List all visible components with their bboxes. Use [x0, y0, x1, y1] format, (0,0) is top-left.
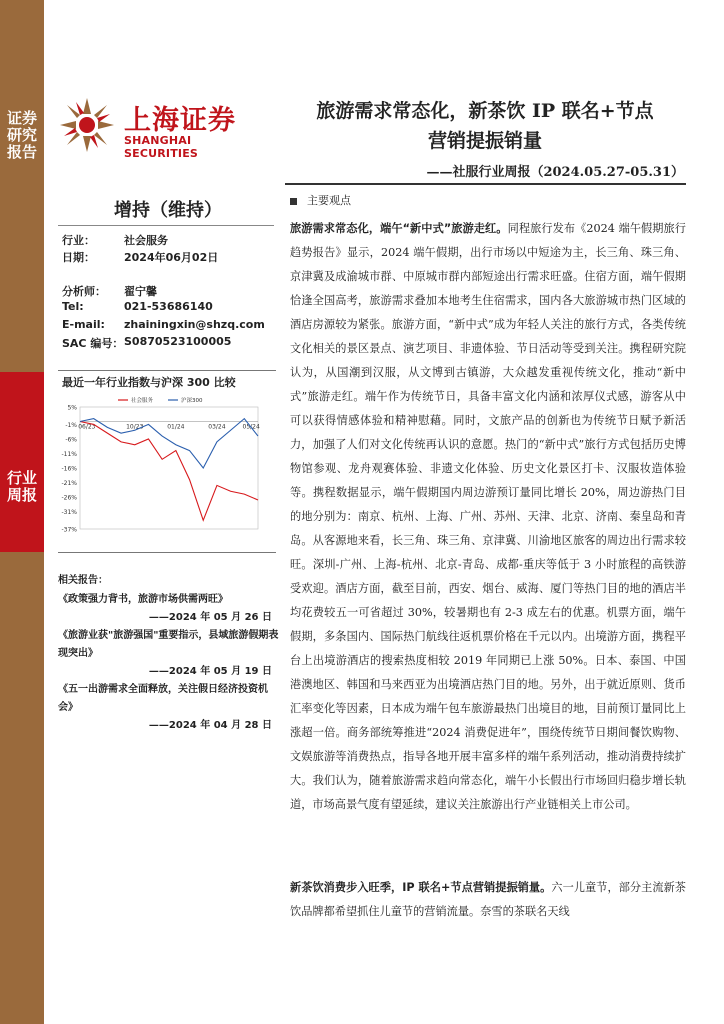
index-comparison-chart [58, 370, 276, 542]
paragraph-2-lead: 新茶饮消费步入旺季，IP 联名+节点营销提振销量。 [290, 881, 552, 894]
rating-rule [58, 225, 274, 226]
paragraph-2 [290, 876, 686, 924]
related-report-date: ——2024 年 04 月 28 日 [148, 720, 272, 731]
info-label: Tel: [62, 300, 84, 313]
x-tick-label: 06/23 [78, 423, 96, 431]
report-category-label: 行业周报 [6, 469, 37, 504]
logo-emblem-icon [58, 96, 116, 154]
y-tick-label: -11% [61, 450, 77, 458]
info-value: S0870523100005 [124, 335, 232, 348]
legend-label: 社会服务 [131, 398, 154, 404]
paragraph-2-body: 六一儿童节，部分主流新茶饮品牌都希望抓住儿童节的营销流量。奈雪的茶联名天线 [290, 881, 686, 918]
x-tick-label: 01/24 [167, 423, 185, 431]
info-value: 2024年06月02日 [124, 251, 219, 264]
chart-plot [58, 395, 276, 539]
title-line-1: 旅游需求常态化，新茶饮 IP 联名+节点 [316, 100, 654, 122]
x-tick-label: 05/24 [242, 423, 260, 431]
x-tick-label: 03/24 [208, 423, 226, 431]
info-label: 日期： [62, 251, 95, 264]
report-subtitle: ——社服行业周报（2024.05.27-05.31） [426, 165, 684, 180]
side-band [0, 0, 44, 1024]
info-value: 021-53686140 [124, 300, 213, 313]
info-value[interactable]: zhainingxin@shzq.com [124, 318, 265, 331]
chart-title: 最近一年行业指数与沪深 300 比较 [62, 376, 236, 389]
y-tick-label: -31% [61, 509, 77, 517]
logo-name-en: SHANGHAI SECURITIES [124, 134, 199, 160]
info-label: E-mail: [62, 318, 105, 331]
company-logo [58, 96, 268, 160]
y-tick-label: -6% [65, 436, 77, 444]
related-report-title[interactable]: 《五一出游需求全面释放，关注假日经济投资机会》 [58, 684, 268, 713]
info-value: 翟宁馨 [124, 285, 157, 298]
info-label: 行业： [62, 234, 95, 247]
paragraph-1-lead: 旅游需求常态化，端午“新中式”旅游走红。 [290, 222, 508, 235]
y-tick-label: -26% [61, 494, 77, 502]
y-tick-label: 5% [67, 404, 77, 412]
related-report-title[interactable]: 《旅游业获"旅游强国"重要指示，县域旅游假期表现突出》 [58, 630, 279, 659]
x-tick-label: 10/23 [126, 423, 144, 431]
related-reports-header: 相关报告： [58, 575, 108, 586]
title-line-2: 营销提振销量 [427, 130, 542, 152]
y-tick-label: -1% [65, 421, 77, 429]
info-label: SAC 编号： [62, 337, 124, 350]
related-report-title[interactable]: 《政策强力背书，旅游市场供需两旺》 [58, 594, 228, 605]
paragraph-1-body: 同程旅行发布《2024 端午假期旅行趋势报告》显示，2024 端午假期，出行市场以中短途为主，长三角、珠三角、京津冀及成渝城市群、中原城市群内部短途出行需求旺盛。住宿方面，端午假期恰逢全国高考，旅游需求叠加本地考生住宿需求，国内各大旅游城市热门区域的酒店房源较为紧张。旅游方面，“新中式”成为年轻人关注的旅行方式，各类传统文化相关的景区景点、演艺项目、非遗体验、节日活动等受到关注。携程研究院认为，从国潮到汉服，从文博到古镇游，大众越发重视传统文化，推动“新中式”旅游走红。端午作为传统节日，具备丰富文化内涵和浓厚仪式感，游客从中可以获得情感体验和精神慰藉。同时，文旅产品的创新也为传统节日赋予新活力，加强了人们对文化传统再认识的意愿。热门的“新中式”旅行方式包括历史博物馆参观、龙舟观赛体验、非遗文化体验、历史文化景区打卡、汉服妆造体验等。携程数据显示，端午假期国内周边游预订量同比增长 20%，周边游热门目的地分别为：南京、杭州、上海、广州、苏州、天津、北京、济南、秦皇岛和青岛。从客源地来看，长三角、珠三角、京津冀、川渝地区旅客的周边出行需求较旺。深圳-广州、上海-杭州、北京-青岛、成都-重庆等低于 3 小时旅程的高铁游受欢迎。酒店方面，截至目前，西安、烟台、威海、厦门等热门目的地的酒店半均花费较五一可省超过 30%，较暑期也有 2-3 成左右的优惠。机票方面，端午假期，多条国内、国际热门航线往返机票价格在千元以内。出境游方面，携程平台上出境游酒店的搜索热度相较 2019 年同期已上涨 50%。日本、泰国、中国港澳地区、韩国和马来西亚为出境酒店热门目的地。另外，出于就近原则、货币汇率变化等因素，日本成为端午包车旅游最热门出境目的地，目前预订量同比上涨超一倍。商务部统筹推进“2024 消费促进年”，围绕传统节日期间餐饮购物、文娱旅游等消费热点，指导各地开展丰富多样的端午系列活动，推动消费持续扩大。我们认为，随着旅游需求趋向常态化，端午小长假出行市场回归稳步增长轨道，市场高景气度有望延续，建议关注旅游出行产业链相关上市公司。 [290, 222, 686, 811]
legend-label: 沪深300 [181, 398, 203, 404]
related-reports [58, 572, 280, 735]
rating: 增持（维持） [114, 200, 222, 221]
chart-bottom-rule [58, 552, 276, 553]
logo-name-cn: 上海证券 [124, 105, 236, 136]
info-label: 分析师： [62, 285, 106, 298]
bullet-square-icon [290, 198, 297, 205]
title-rule [285, 183, 686, 185]
y-tick-label: -16% [61, 465, 77, 473]
section-title: 主要观点 [307, 194, 351, 207]
report-type-label: 证券研究报告 [6, 109, 37, 161]
series-line-0 [80, 422, 258, 521]
y-tick-label: -37% [61, 526, 77, 534]
info-value: 社会服务 [124, 234, 168, 247]
related-report-date: ——2024 年 05 月 19 日 [148, 666, 272, 677]
related-report-date: ——2024 年 05 月 26 日 [148, 612, 272, 623]
report-title [285, 96, 685, 156]
paragraph-1 [290, 217, 686, 817]
y-tick-label: -21% [61, 480, 77, 488]
side-red-block [0, 372, 44, 552]
section-header [290, 192, 351, 208]
